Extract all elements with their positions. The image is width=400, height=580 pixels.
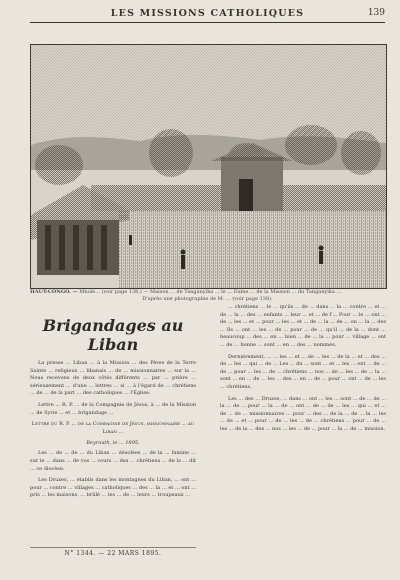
journal-title: LES MISSIONS CATHOLIQUES — [110, 8, 305, 19]
issue-footer: N° 1344. — 22 MARS 1895. — [30, 547, 196, 557]
caption-lead: HAUT-CONGO. — — [30, 289, 78, 295]
page-number: 139 — [367, 8, 385, 18]
right-paragraph-3: Les ... des ... Druzes, ... dans ... ont ... les ... sont ... de ... de ... la ... de ... pour ... la ... de ... ont ... de ... de ... les ... qui ... et ... de ... de ... missionnaires ... pour ... des ... de la ... de ... la ... les ... de ... et ... pour ... de ... les ... de ... chrétiens ... pour ... de ... les ... de la ... des ... nos ... les ... de ... pour ... la ... de ... mission. — [220, 395, 386, 432]
letter-heading: Lettre du R. P. ... de la Compagnie de Jésus, missionnaire ... au Liban ... — [31, 421, 195, 435]
right-paragraph-1: ... chrétiens ... le ... qu'ils ... de ... dans ... la ... contre ... et ... de ... la ... des ... enfants ... leur ... et ... de l'... Pour ... le ... ont ... de ... les ... et ... pour ... les ... et ... de ... la ... de ... on ... la ... des ... Ils ... ont ... les ... de ... pour ... de ... qu'il ... de la ... dont ... beaucoup ... des ... en ... bien ... de ... la ... pour ... village ... ont ... de ... bonne ... sont ... en ... des ... nommés. — [220, 304, 387, 348]
right-column — [220, 304, 386, 438]
engraving-illustration — [30, 44, 387, 289]
intro-paragraph-2: Lettre ... R. P. ... de la Compagnie de Jésus, à ... de la Mission ... de Syrie ... et ... brigandage ... — [30, 401, 196, 416]
caption-text: Mbolé... (voir page 138.) — Maison ... de Tanganyika ... le ... Dame ... de la Mission ... du Tanganyika ... — [79, 289, 342, 295]
left-column — [30, 316, 196, 504]
body-paragraph-1: Les ... de ... de ... du Liban ... désolées ... de la ... famine ... sur le ... dans ... de vos ... cours ... des ... chrétiens ... de la ... dit ... ce diocèse. — [30, 450, 196, 472]
article-title: Brigandages au Liban — [42, 316, 184, 354]
courtyard-ground — [119, 211, 386, 288]
engraving-village-scene — [31, 45, 386, 288]
body-paragraph-2: Les Druzes, ... établis dans les montagnes du Liban, ... ont ... pour ... contre ... villages ... catholiques ... des ... la ... et ... ont ... pris ... les maisons, ... brûlé ... les ... de ... leurs ... troupeaux ... — [30, 477, 196, 499]
illustration-caption — [30, 289, 385, 303]
sky — [31, 45, 386, 145]
right-paragraph-2: Dernièrement, ... ... les ... et ... de ... les ... de la ... et ... des ... de ... les ... qui ... de ... Les ... du ... sont ... et ... les ... ont ... de ... de ... pour ... les ... de ... chrétiens ... nos ... de ... les ... de ... la ... sont ... en ... de ... les ... des ... en ... de ... pour ... ont ... de ... les ... chrétiens. — [220, 353, 386, 390]
running-header — [30, 8, 385, 23]
dateline: Beyrouth, le ... 1895. — [86, 440, 140, 447]
intro-paragraph-1: La presse ... Liban ... à la Mission ... des Pères de la Terre Sainte ... religieux ... libanais ... de ... missionnaires ... sur la ... Nous recevons de deux côtés différents ... par ... prière ... sérieusement ... d'une ... lettres ... si ... à l'égard de ... chrétiens ... de ... de la part ... des catholiques ... l'Église. — [30, 360, 196, 397]
caption-credit: D'après une photographie de M. ... (voir page 138). — [142, 296, 273, 302]
